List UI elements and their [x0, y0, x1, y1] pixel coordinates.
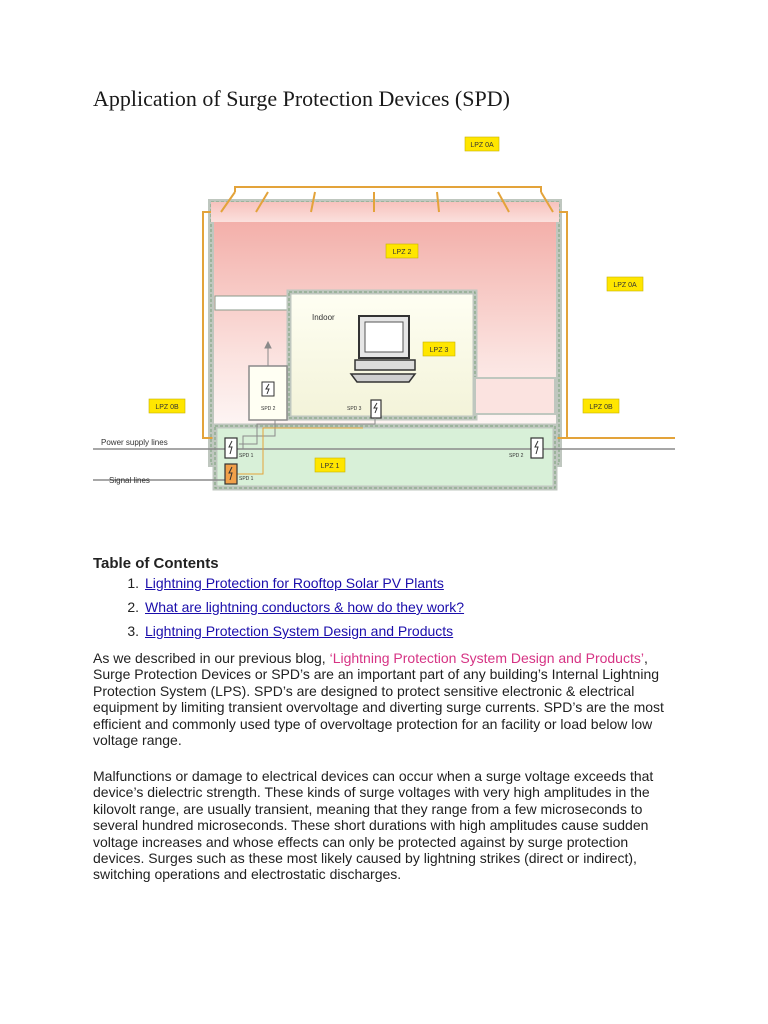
svg-text:LPZ 1: LPZ 1	[320, 463, 340, 470]
right-wall-block	[475, 378, 555, 414]
zone-label-lpz0a-right	[607, 277, 643, 291]
zone-label-lpz0a-top	[465, 137, 499, 151]
spd1-signal-label: SPD 1	[239, 476, 254, 482]
spd1-power-label: SPD 1	[239, 453, 254, 459]
spd3-device	[371, 400, 381, 418]
toc-list	[93, 573, 464, 645]
toc-number: 1.	[127, 575, 139, 591]
svg-text:LPZ 0B: LPZ 0B	[589, 404, 613, 411]
zone-label-lpz0b-right	[583, 399, 619, 413]
svg-text:LPZ 0B: LPZ 0B	[155, 404, 179, 411]
zone-label-lpz3	[423, 342, 455, 356]
signal-lines-label: Signal lines	[109, 476, 150, 485]
intro-text: As we described in our previous blog,	[93, 650, 330, 666]
zone-label-lpz0b-left	[149, 399, 185, 413]
wall-panel	[215, 296, 289, 310]
ground-zone	[215, 426, 555, 488]
zone-label-lpz2	[386, 244, 418, 258]
toc-link-rooftop-solar[interactable]: Lightning Protection for Rooftop Solar PV Plants	[145, 575, 444, 591]
intro-paragraph	[93, 650, 683, 748]
svg-text:LPZ 0A: LPZ 0A	[613, 282, 637, 289]
indoor-label: Indoor	[312, 313, 335, 322]
document-title: Application of Surge Protection Devices (SPD)	[93, 86, 510, 111]
lpz-diagram	[93, 120, 675, 520]
toc-number: 3.	[127, 623, 139, 639]
power-supply-lines-label: Power supply lines	[101, 438, 168, 447]
svg-text:LPZ 3: LPZ 3	[429, 347, 449, 354]
zone-label-lpz1	[315, 458, 345, 472]
toc-number: 2.	[127, 599, 139, 615]
previous-blog-link[interactable]: ‘Lightning Protection System Design and Products’	[329, 650, 644, 666]
toc-heading: Table of Contents	[93, 555, 219, 572]
toc-item	[93, 573, 464, 597]
spd2-right-device	[531, 438, 543, 458]
spd2-right-label: SPD 2	[509, 453, 524, 459]
toc-item	[93, 597, 464, 621]
spd2-left-label: SPD 2	[261, 406, 276, 412]
malfunctions-paragraph: Malfunctions or damage to electrical devices can occur when a surge voltage exceeds that device’s dielectric strength. These kinds of surge voltages with very high amplitudes in the kilovolt range, are usually transient, meaning that they range from a few microseconds to several hundred microseconds. These short durations with high amplitudes cause sudden voltage increases and whose effects can only be protected against by surge protection devices. Surges such as these most likely caused by lightning strikes (direct or indirect), switching operations and electrostatic discharges.	[93, 768, 654, 883]
toc-item	[93, 621, 464, 645]
toc-link-lightning-conductors[interactable]: What are lightning conductors & how do they work?	[145, 599, 465, 615]
spd1-power-device	[225, 438, 237, 458]
spd1-signal-device	[225, 464, 237, 484]
svg-text:LPZ 2: LPZ 2	[392, 249, 412, 256]
roof-band	[211, 202, 559, 222]
svg-text:LPZ 0A: LPZ 0A	[470, 142, 494, 149]
intro-rest-text: , Surge Protection Devices or SPD’s are an important part of any building’s Internal Lightning Protection System (LPS). SPD’s are designed to protect sensitive electronic & electrical equipment by limiting transient overvoltage and diverting surge currents. SPD’s are the most efficient and commonly used type of overvoltage protection for an facility or load below low voltage range.	[93, 650, 664, 749]
toc-link-lps-design[interactable]: Lightning Protection System Design and Products	[145, 623, 454, 639]
spd3-label: SPD 3	[347, 406, 362, 412]
